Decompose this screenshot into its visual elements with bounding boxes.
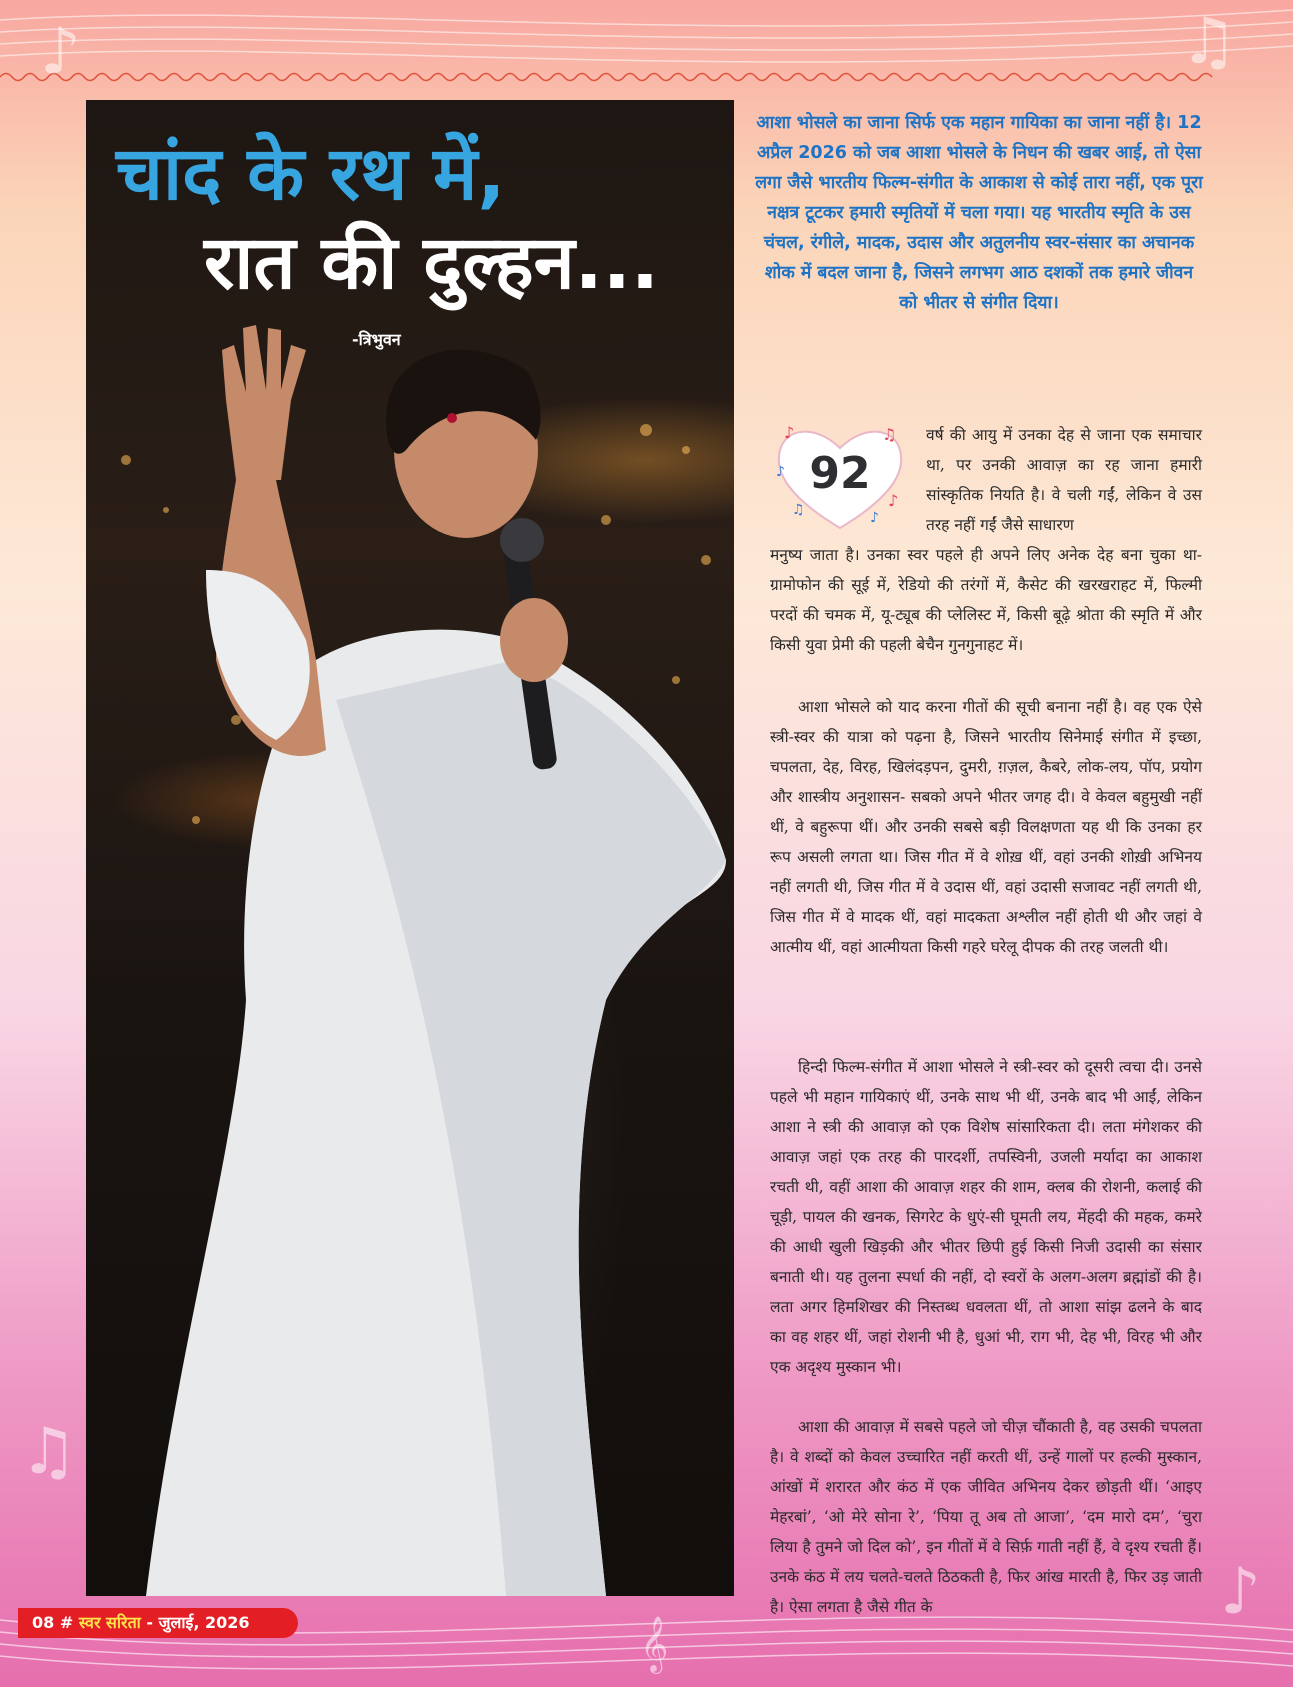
paragraph-4: आशा की आवाज़ में सबसे पहले जो चीज़ चौंकाती है, वह उसकी चपलता है। वे शब्दों को केवल उच्चारित नहीं करती थीं, उन्हें गालों पर हल्की मुस्कान, आंखों में शरारत और कंठ में एक जीवित अभिनय देकर छोड़ती थीं। ‘आइए मेहरबां’, ‘ओ मेरे सोना रे’, ‘पिया तू अब तो आजा’, ‘दम मारो दम’, ‘चुरा लिया है तुमने जो दिल को’, इन गीतों में वे सिर्फ़ गाती नहीं हैं, वे दृश्य रचती हैं। उनके कंठ में लय चलते-चलते ठिठकती है, फिर आंख मारती है, फिर उड़ जाती है। ऐसा लगता है जैसे गीत के [770, 1418, 1202, 1616]
svg-text:♪: ♪ [784, 423, 795, 442]
paragraph-2: आशा भोसले को याद करना गीतों की सूची बनाना नहीं है। वह एक ऐसे स्त्री-स्वर की यात्रा को पढ़ना है, जिसने भारतीय सिनेमाई संगीत में इच्छा, चपलता, देह, विरह, खिलंदड़पन, दुमरी, ग़ज़ल, कैबरे, लोक-लय, पॉप, प्रयोग और शास्त्रीय अनुशासन- सबको अपने भीतर जगह दी। वे केवल बहुमुखी नहीं थीं, वे बहुरूपा थीं। और उनकी सबसे बड़ी विलक्षणता यह थी कि उनका हर रूप असली लगता था। जिस गीत में वे शोख़ थीं, वहां उनकी शोख़ी अभिनय नहीं लगती थी, जिस गीत में वे उदास थीं, वहां उदासी सजावट नहीं लगती थी, जिस गीत में वे मादक थीं, वहां मादकता अश्लील नहीं होती थी और जहां वे आत्मीय थीं, वहां आत्मीयता किसी गहरे घरेलू दीपक की तरह जलती थी। [770, 698, 1202, 956]
headline-line-2: रात की दुल्हन... [204, 219, 660, 306]
paragraph-1-continued: मनुष्य जाता है। उनका स्वर पहले ही अपने लिए अनेक देह बना चुका था- ग्रामोफोन की सूई में, रेडियो की तरंगों में, कैसेट की खरखराहट में, फिल्मी परदों की चमक में, यू-ट्यूब की प्लेलिस्ट में, किसी बूढ़े श्रोता की स्मृति में और किसी युवा प्रेमी की पहली बेचैन गुनगुनाहट में। [770, 546, 1202, 654]
page-number: 08 # [32, 1613, 74, 1632]
music-note-icon: ♫ [1180, 5, 1238, 79]
svg-text:♫: ♫ [882, 425, 897, 444]
headline-line-1: चांद के रथ में, [116, 131, 506, 217]
svg-text:♫: ♫ [792, 502, 805, 518]
age-number: 92 [809, 448, 871, 499]
age-badge [770, 418, 910, 538]
svg-text:♪: ♪ [888, 491, 899, 510]
singer-photo [86, 100, 734, 1596]
paragraph-3: हिन्दी फिल्म-संगीत में आशा भोसले ने स्त्री-स्वर को दूसरी त्वचा दी। उनसे पहले भी महान गायिकाएं थीं, उनके साथ भी थीं, उनके बाद भी आईं, लेकिन आशा ने स्त्री की आवाज़ को एक विशेष सांसारिकता दी। लता मंगेशकर की आवाज़ जहां एक तरह की पारदर्शी, तपस्विनी, उजली मर्यादा का आकाश रचती थी, वहीं आशा की आवाज़ शहर की शाम, क्लब की रोशनी, कलाई की चूड़ी, पायल की खनक, सिगरेट के धुएं-सी घूमती लय, मेंहदी की महक, कमरे की आधी खुली खिड़की और भीतर छिपी हुई किसी निजी उदासी का संसार बनाती थी। यह तुलना स्पर्धा की नहीं, दो स्वरों के अलग-अलग ब्रह्मांडों की है। लता अगर हिमशिखर की निस्तब्ध धवलता थीं, तो आशा सांझ ढलने के बाद का वह शहर थीं, जहां रोशनी भी है, धुआं भी, राग भी, देह भी, विरह भी और एक अदृश्य मुस्कान भी। [770, 1058, 1202, 1376]
intro-text: आशा भोसले का जाना सिर्फ एक महान गायिका का जाना नहीं है। 12 अप्रैल 2026 को जब आशा भोसले के निधन की खबर आई, तो ऐसा लगा जैसे भारतीय फिल्म-संगीत के आकाश से कोई तारा नहीं, एक पूरा नक्षत्र टूटकर हमारी स्मृतियों में चला गया। यह भारतीय स्मृति के उस चंचल, रंगीले, मादक, उदास और अतुलनीय स्वर-संसार का अचानक शोक में बदल जाना है, जिसने लगभग आठ दशकों तक हमारे जीवन को भीतर से संगीत दिया। [755, 113, 1203, 313]
music-note-icon: ♪ [40, 15, 81, 89]
headline [86, 130, 734, 308]
publication-name: स्वर सरिता [78, 1613, 141, 1632]
music-note-icon: ♪ [1220, 1555, 1261, 1629]
svg-text:♪: ♪ [776, 464, 785, 480]
paragraph-1-start: वर्ष की आयु में उनका देह से जाना एक समाचार था, पर उनकी आवाज़ का रह जाना हमारी सांस्कृतिक नियति है। वे चली गईं, लेकिन वे उस तरह नहीं गईं जैसे साधारण [926, 426, 1202, 534]
svg-text:♪: ♪ [870, 510, 879, 526]
page-footer [18, 1608, 298, 1638]
singer-figure-illustration [86, 100, 734, 1596]
byline: -त्रिभुवन [352, 330, 401, 349]
issue-date: - जुलाई, 2026 [146, 1613, 250, 1632]
wavy-divider [0, 70, 1293, 84]
treble-clef-icon: 𝄞 [640, 1616, 669, 1672]
music-note-icon: ♫ [20, 1415, 78, 1489]
